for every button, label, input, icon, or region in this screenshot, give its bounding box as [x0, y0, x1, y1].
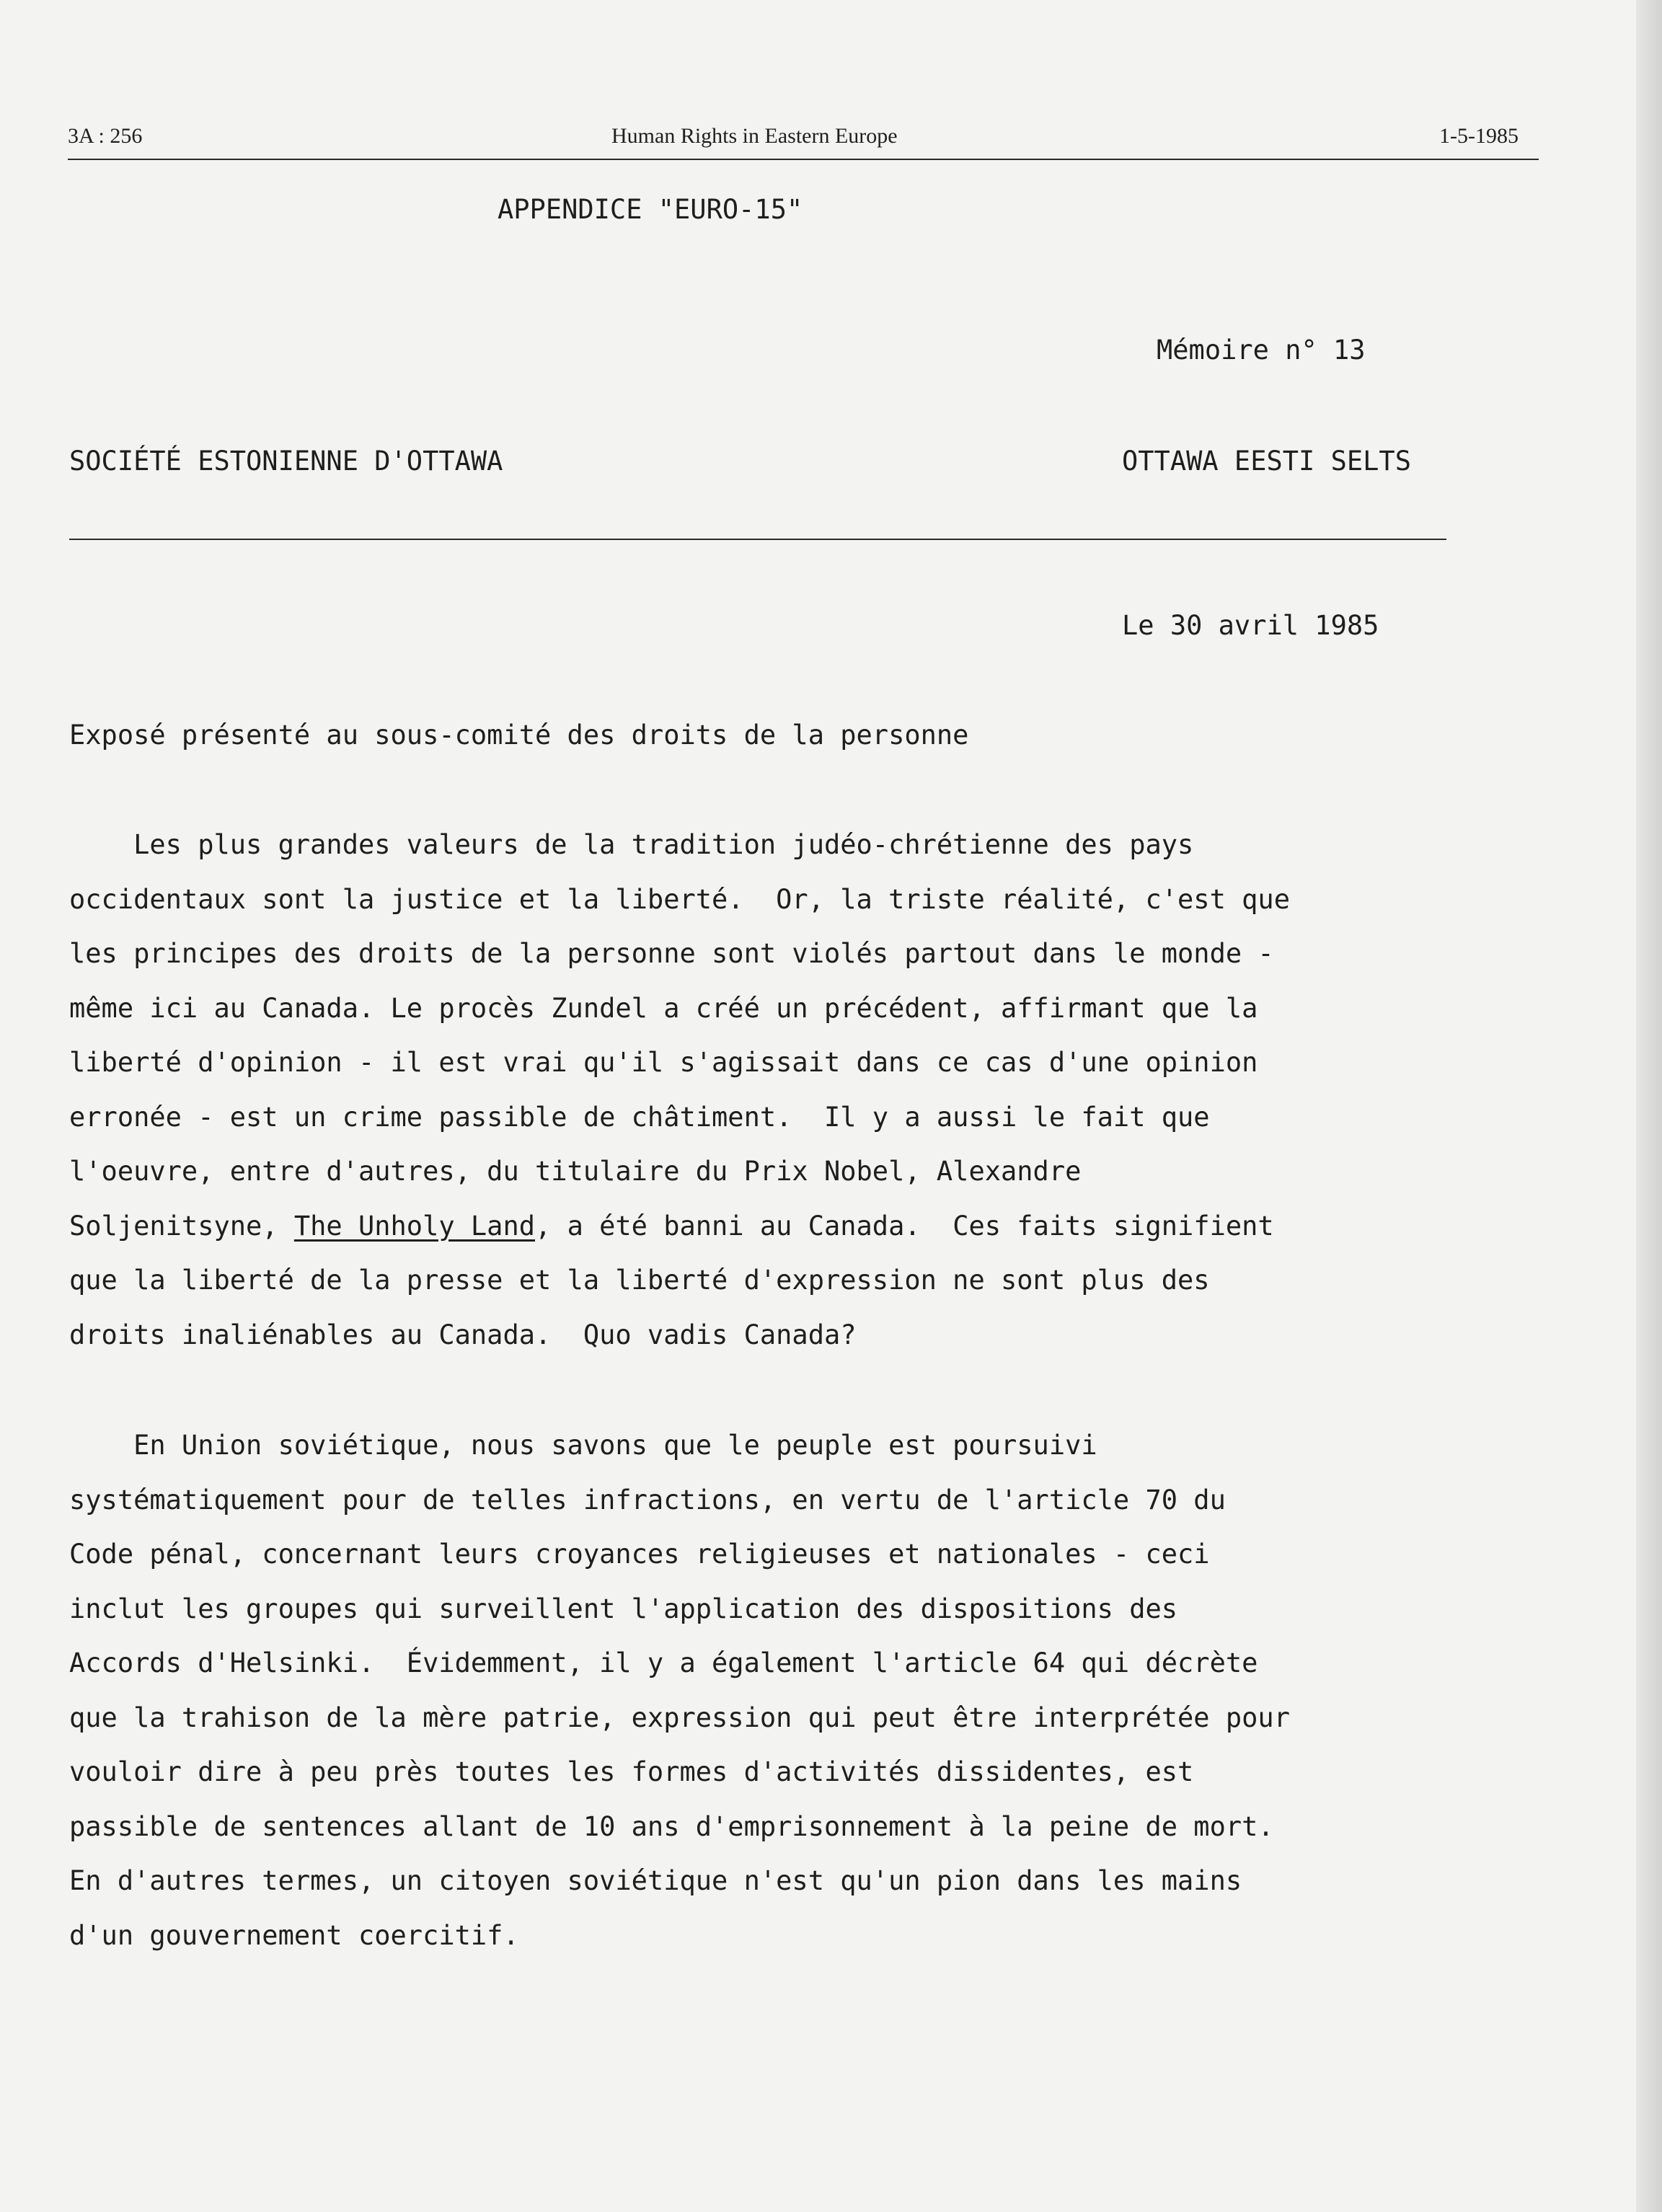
header-date: 1-5-1985 — [1439, 124, 1519, 148]
memo-number: Mémoire n° 13 — [1157, 335, 1366, 366]
appendix-title: APPENDICE "EURO-15" — [498, 194, 803, 225]
letter-date: Le 30 avril 1985 — [1122, 610, 1379, 641]
paragraph-line: Accords d'Helsinki. Évidemment, il y a également l'article 64 qui décrète — [69, 1647, 1258, 1678]
paragraph-1 — [69, 829, 1511, 1373]
paragraph-line: erronée - est un crime passible de châtiment. Il y a aussi le fait que — [69, 1101, 1210, 1133]
book-title: The Unholy Land — [293, 1210, 536, 1242]
header-reference: 3A : 256 — [68, 124, 143, 148]
paragraph-line: inclut les groupes qui surveillent l'application des dispositions des — [69, 1593, 1178, 1624]
paragraph-line: que la liberté de la presse et la liberté d'expression ne sont plus des — [69, 1265, 1210, 1296]
paragraph-2 — [69, 1430, 1511, 1974]
header-rule — [68, 159, 1539, 160]
text-segment: , a été banni au Canada. Ces faits signifient — [535, 1210, 1274, 1242]
paragraph-line — [69, 1211, 1511, 1265]
paragraph-line: l'oeuvre, entre d'autres, du titulaire du Prix Nobel, Alexandre — [69, 1156, 1082, 1187]
paragraph-line: En d'autres termes, un citoyen soviétique n'est qu'un pion dans les mains — [69, 1865, 1242, 1896]
text-segment: Soljenitsyne, — [69, 1210, 294, 1242]
paragraph-line: vouloir dire à peu près toutes les formes d'activités dissidentes, est — [69, 1756, 1194, 1787]
paragraph-line: que la trahison de la mère patrie, expression qui peut être interprétée pour — [69, 1702, 1290, 1733]
paragraph-line: Code pénal, concernant leurs croyances religieuses et nationales - ceci — [69, 1539, 1210, 1570]
organization-name-estonian: OTTAWA EESTI SELTS — [1122, 446, 1411, 477]
paragraph-line: passible de sentences allant de 10 ans d'emprisonnement à la peine de mort. — [69, 1810, 1274, 1842]
header-title: Human Rights in Eastern Europe — [611, 124, 898, 148]
paragraph-line: les principes des droits de la personne sont violés partout dans le monde - — [69, 938, 1274, 969]
paragraph-line: Les plus grandes valeurs de la tradition judéo-chrétienne des pays — [69, 829, 1194, 860]
paragraph-line: liberté d'opinion - il est vrai qu'il s'agissait dans ce cas d'une opinion — [69, 1047, 1258, 1078]
paragraph-line: même ici au Canada. Le procès Zundel a créé un précédent, affirmant que la — [69, 992, 1258, 1024]
organization-name-french: SOCIÉTÉ ESTONIENNE D'OTTAWA — [69, 446, 503, 477]
page-edge-shadow — [1636, 0, 1662, 2212]
paragraph-line: En Union soviétique, nous savons que le peuple est poursuivi — [69, 1430, 1097, 1461]
subject-line: Exposé présenté au sous-comité des droits de la personne — [69, 720, 969, 751]
paragraph-line: d'un gouvernement coercitif. — [69, 1919, 519, 1951]
paragraph-line: systématiquement pour de telles infractions, en vertu de l'article 70 du — [69, 1484, 1226, 1516]
paragraph-line: droits inaliénables au Canada. Quo vadis Canada? — [69, 1319, 857, 1350]
paragraph-line: occidentaux sont la justice et la liberté. Or, la triste réalité, c'est que — [69, 883, 1290, 915]
separator-rule — [69, 539, 1446, 540]
